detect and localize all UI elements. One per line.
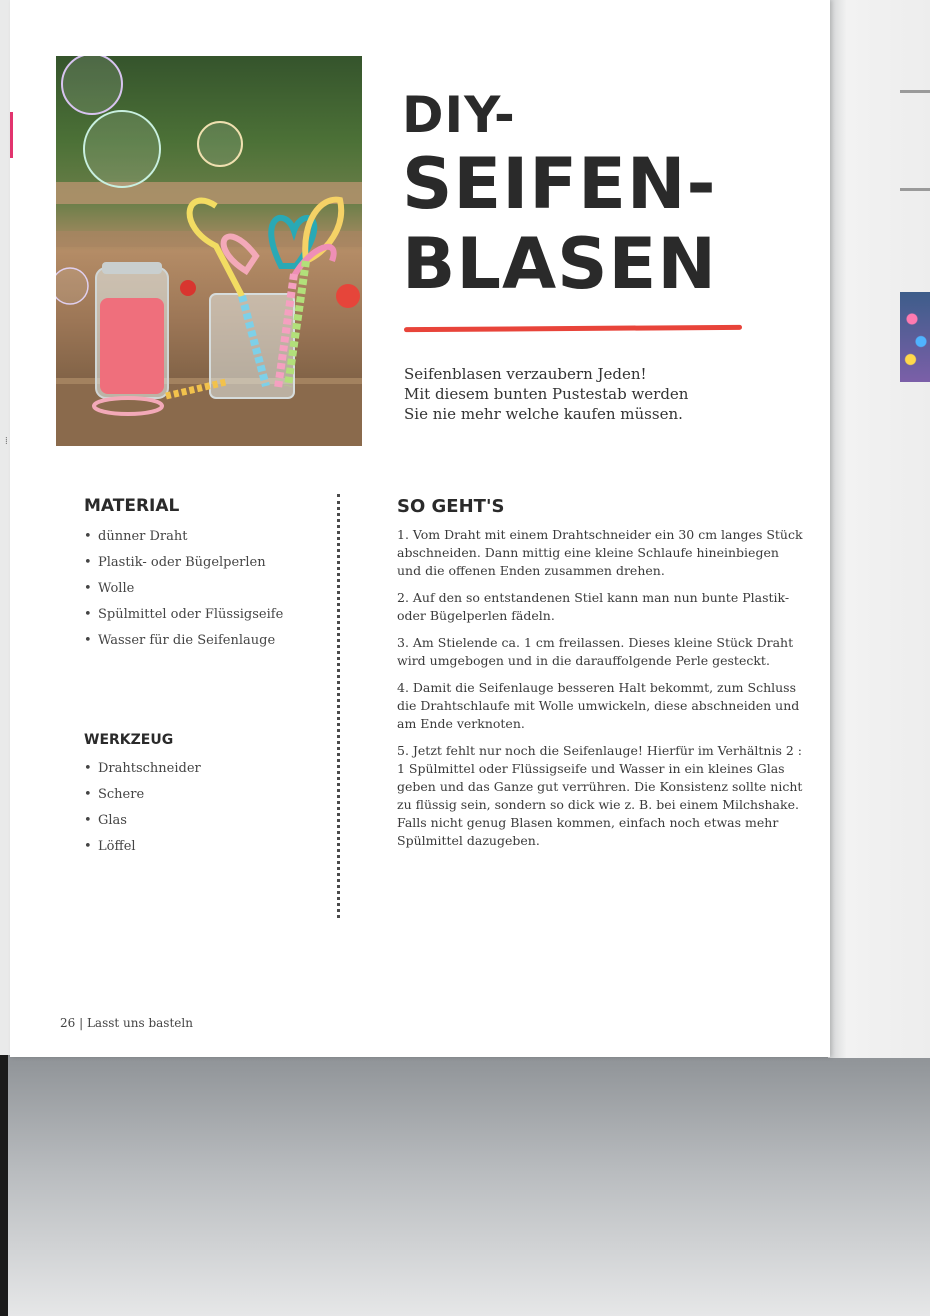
adjacent-page-rule [900, 90, 930, 93]
soap-bubble [84, 111, 160, 187]
werkzeug-list [84, 760, 284, 864]
column-divider [337, 494, 340, 918]
list-item: • dünner Draht [84, 528, 284, 546]
soap-bubble [62, 56, 122, 114]
intro-text [404, 364, 744, 424]
list-item: • Schere [84, 786, 284, 804]
intro-line: Mit diesem bunten Pustestab werden [404, 385, 689, 403]
step-paragraph: 1. Vom Draht mit einem Drahtschneider ein 30 cm langes Stück abschneiden. Dann mittig eine kleine Schlaufe hineinbiegen und die offenen Enden zusammen drehen. [397, 527, 803, 578]
list-item: • Glas [84, 812, 284, 830]
photo-illustration [56, 56, 362, 446]
steps-text [397, 526, 805, 859]
step-paragraph: 5. Jetzt fehlt nur noch die Seifenlauge! Hierfür im Verhältnis 2 : 1 Spülmittel oder Flüssigseife und Wasser in ein kleines Glas geben und das Ganze gut verrühren. Die Konsistenz sollte nicht zu flüssig sein, sondern so dick wie z. B. bei einem Milchshake. Falls nicht genug Blasen kommen, einfach noch etwas mehr Spülmittel dazugeben. [397, 743, 803, 848]
title-line: BLASEN [402, 223, 717, 305]
page-edge-mark [10, 112, 13, 158]
soap-bubble [56, 268, 88, 304]
flower [180, 280, 196, 296]
title-line: SEIFEN- [402, 143, 717, 225]
step-paragraph: 2. Auf den so entstandenen Stiel kann man nun bunte Plastik- oder Bügelperlen fädeln. [397, 590, 790, 623]
adjacent-page-photo [900, 292, 930, 382]
wand-loop-yellow [190, 201, 242, 296]
page-footer: 26 | Lasst uns basteln [60, 1016, 193, 1030]
step-paragraph: 4. Damit die Seifenlauge besseren Halt bekommt, zum Schluss die Drahtschlaufe mit Wolle umwickeln, diese abschneiden und am Ende verknoten. [397, 680, 800, 731]
scanner-bed [0, 1055, 930, 1316]
soap-solution [100, 298, 164, 394]
list-item: • Wasser für die Seifenlauge [84, 632, 284, 650]
werkzeug-heading: WERKZEUG [84, 732, 174, 748]
gutter-mark: ⁞ [5, 436, 8, 447]
material-list [84, 528, 284, 658]
scan-edge [0, 1055, 8, 1316]
adjacent-page [828, 0, 930, 1058]
soap-bubble [198, 122, 242, 166]
list-item: • Löffel [84, 838, 284, 856]
steps-heading: SO GEHT'S [397, 496, 505, 517]
article-title [402, 86, 717, 304]
soap-bubble-wand-photo [56, 56, 362, 446]
jar-lid [102, 262, 162, 274]
intro-line: Sie nie mehr welche kaufen müssen. [404, 405, 683, 423]
adjacent-page-rule [900, 188, 930, 191]
flower [336, 284, 360, 308]
list-item: • Spülmittel oder Flüssigseife [84, 606, 284, 624]
list-item: • Plastik- oder Bügelperlen [84, 554, 284, 572]
material-heading: MATERIAL [84, 496, 180, 516]
intro-line: Seifenblasen verzaubern Jeden! [404, 365, 647, 383]
step-paragraph: 3. Am Stielende ca. 1 cm freilassen. Dieses kleine Stück Draht wird umgebogen und in die darauffolgende Perle gesteckt. [397, 635, 794, 668]
list-item: • Drahtschneider [84, 760, 284, 778]
list-item: • Wolle [84, 580, 284, 598]
title-line: DIY- [402, 86, 516, 144]
